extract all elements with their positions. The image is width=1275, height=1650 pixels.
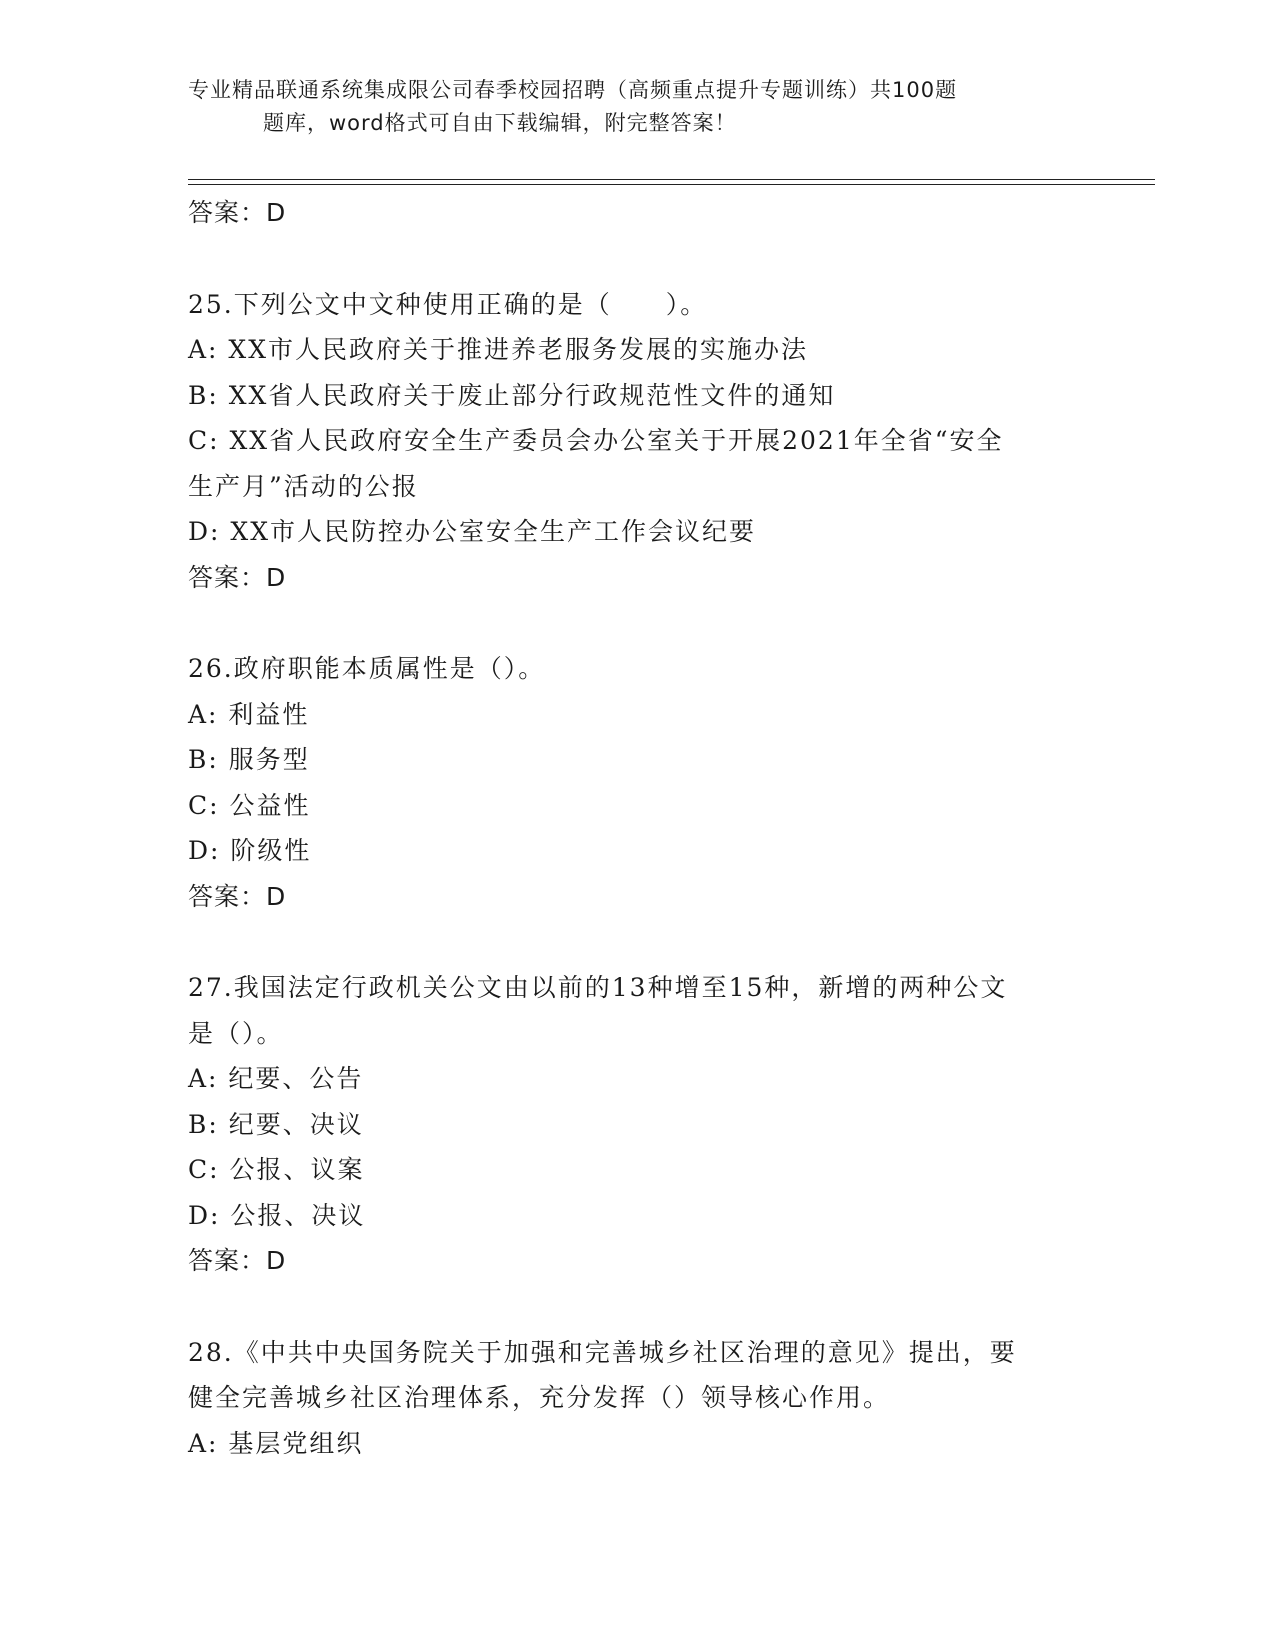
answer-option: D: 阶级性 (188, 836, 312, 865)
header-divider-top (188, 179, 1155, 180)
spacer (188, 1284, 1088, 1330)
answer-option: A: 纪要、公告 (188, 1064, 364, 1093)
answer-option: B: XX省人民政府关于废止部分行政规范性文件的通知 (188, 380, 836, 410)
question-stem: 25.下列公文中文种使用正确的是（ ）。 (188, 289, 708, 319)
spacer (188, 600, 1088, 646)
answer-option: A: 基层党组织 (188, 1428, 364, 1458)
answer-option: C: XX省人民政府安全生产委员会办公室关于开展2021年全省“安全 (188, 426, 1004, 455)
question-stem: 健全完善城乡社区治理体系，充分发挥（）领导核心作用。 (188, 1383, 891, 1412)
answer-option: A: 利益性 (188, 699, 310, 729)
answer-key: 答案：D (188, 562, 287, 592)
document-header (188, 74, 1088, 140)
spacer (188, 236, 1088, 282)
answer-option: D: XX市人民防控办公室安全生产工作会议纪要 (188, 517, 757, 546)
question-stem: 28.《中共中央国务院关于加强和完善城乡社区治理的意见》提出，要 (188, 1337, 1017, 1367)
question-content (188, 190, 1088, 1466)
answer-option: C: 公报、议案 (188, 1155, 365, 1184)
answer-option: D: 公报、决议 (188, 1200, 366, 1230)
answer-key: 答案：D (188, 1246, 287, 1275)
answer-option: C: 公益性 (188, 790, 311, 820)
question-stem: 是（）。 (188, 1018, 284, 1048)
header-divider-bottom (188, 184, 1155, 185)
answer-key: 答案：D (188, 881, 287, 911)
header-title-line-1: 专业精品联通系统集成限公司春季校园招聘（高频重点提升专题训练）共100题 (188, 78, 958, 102)
spacer (188, 919, 1088, 965)
answer-option: 生产月”活动的公报 (188, 471, 419, 501)
question-stem: 27.我国法定行政机关公文由以前的13种增至15种，新增的两种公文 (188, 973, 1008, 1002)
answer-option: B: 服务型 (188, 745, 310, 774)
answer-option: A: XX市人民政府关于推进养老服务发展的实施办法 (188, 335, 809, 364)
question-stem: 26.政府职能本质属性是（）。 (188, 654, 546, 683)
previous-answer: 答案：D (188, 198, 287, 227)
header-title-line-2: 题库，word格式可自由下载编辑，附完整答案！ (263, 111, 737, 135)
answer-option: B: 纪要、决议 (188, 1109, 364, 1139)
